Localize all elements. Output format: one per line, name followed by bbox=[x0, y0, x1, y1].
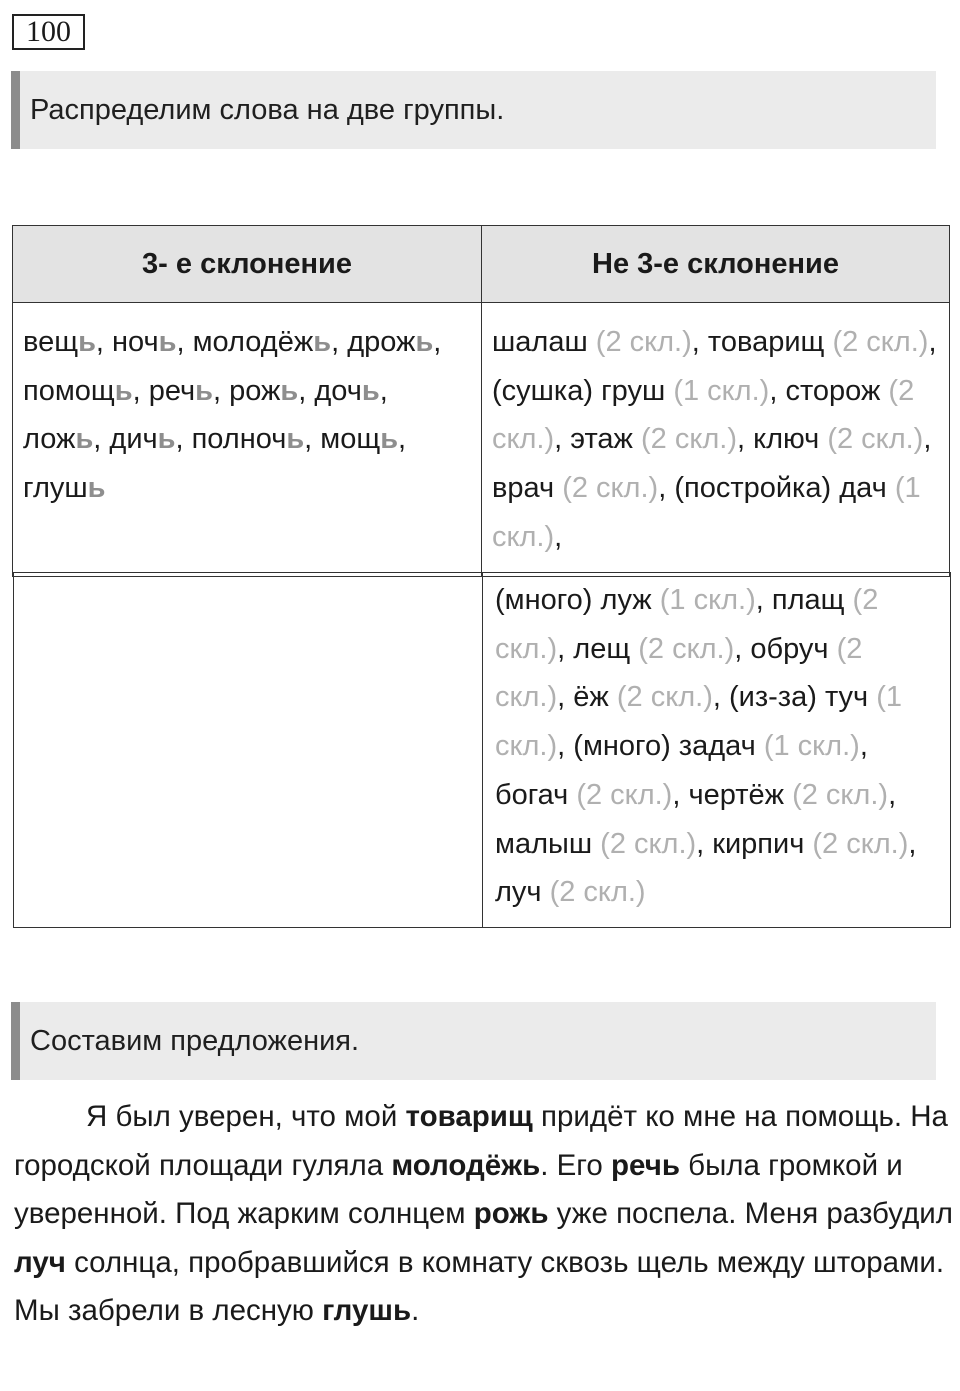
word: кирпич bbox=[712, 827, 805, 860]
soft-sign-ending: ь bbox=[114, 374, 133, 407]
task-number: 100 bbox=[12, 14, 85, 50]
word: ключ bbox=[753, 423, 820, 456]
table-row bbox=[14, 573, 951, 928]
sentence-text: солнца, пробравшийся в комнату сквозь щель между шторами. Мы забрели в лесную bbox=[14, 1245, 945, 1328]
word: (из-за) туч bbox=[729, 681, 869, 714]
sentence-text: уже поспела. Меня разбудил bbox=[548, 1197, 953, 1231]
key-word: рожь bbox=[473, 1197, 549, 1231]
declension-note: (2 скл.) bbox=[495, 584, 879, 665]
soft-sign-ending: ь bbox=[361, 374, 380, 407]
third-declension-cell bbox=[13, 303, 482, 577]
not-third-declension-cell bbox=[482, 303, 950, 577]
soft-sign-ending: ь bbox=[280, 374, 299, 407]
word: обруч bbox=[750, 632, 829, 665]
declension-note: (1 скл.) bbox=[659, 584, 756, 616]
declension-note: (2 скл.) bbox=[492, 374, 915, 456]
key-word: луч bbox=[14, 1245, 66, 1279]
word: богач bbox=[495, 778, 569, 811]
declension-note: (2 скл.) bbox=[600, 827, 697, 860]
third-declension-word-list: вещь, ночь, молодёжь, дрожь, помощь, речь, рожь, дочь, ложь, дичь, полночь, мощь, глушь bbox=[23, 326, 442, 505]
key-word: глушь bbox=[322, 1294, 412, 1328]
sentences-paragraph bbox=[14, 1093, 954, 1336]
declension-note: (2 скл.) bbox=[616, 681, 713, 714]
word: этаж bbox=[570, 423, 633, 456]
key-word: товарищ bbox=[405, 1100, 533, 1133]
declension-note: (2 скл.) bbox=[832, 326, 929, 358]
word: малыш bbox=[495, 827, 593, 860]
declension-note: (2 скл.) bbox=[827, 423, 924, 456]
word: врач bbox=[492, 472, 555, 505]
word: плащ bbox=[771, 584, 845, 616]
instruction-banner-groups: Распределим слова на две группы. bbox=[11, 71, 936, 149]
soft-sign-ending: ь bbox=[87, 472, 106, 505]
sentence-text: придёт ко мне на помощь. На городской площади гуляла bbox=[14, 1100, 948, 1182]
word-stem: помощ bbox=[23, 374, 115, 407]
word-stem: дич bbox=[109, 423, 158, 456]
word: (много) задач bbox=[573, 730, 756, 763]
not-third-declension-word-list-continued: (много) луж (1 скл.), плащ (2 скл.), лещ (2 скл.), обруч (2 скл.), ёж (2 скл.), (из-за) туч (1 скл.), (много) задач (1 скл.), богач (2 скл.), чертёж (2 скл.), малыш (2 скл.), кирпич (2 скл.), луч (2 скл.) bbox=[495, 584, 917, 909]
soft-sign-ending: ь bbox=[78, 326, 96, 358]
declension-note: (1 скл.) bbox=[492, 472, 921, 553]
table-header-row bbox=[13, 226, 950, 303]
word-stem: молодёж bbox=[192, 326, 314, 358]
sentence-text: . Его bbox=[540, 1148, 612, 1182]
declension-table-continued bbox=[13, 572, 951, 928]
word-stem: дрож bbox=[347, 326, 416, 358]
sentence-text: Я был уверен, что мой bbox=[86, 1100, 406, 1133]
soft-sign-ending: ь bbox=[313, 326, 332, 358]
word: (постройка) дач bbox=[674, 472, 887, 505]
word-stem: глуш bbox=[23, 472, 88, 505]
word-stem: реч bbox=[148, 374, 196, 407]
key-word: речь bbox=[611, 1148, 680, 1182]
word-stem: мощ bbox=[320, 423, 381, 456]
word-stem: вещ bbox=[23, 326, 79, 358]
declension-note: (2 скл.) bbox=[576, 778, 673, 811]
declension-note: (2 скл.) bbox=[638, 632, 735, 665]
declension-note: (2 скл.) bbox=[549, 876, 646, 909]
word: ёж bbox=[573, 681, 609, 714]
word-stem: полноч bbox=[191, 423, 287, 456]
word-stem: рож bbox=[229, 374, 281, 407]
table-row bbox=[13, 303, 950, 577]
sentence-text: . bbox=[411, 1294, 420, 1328]
key-word: молодёжь bbox=[391, 1148, 541, 1182]
soft-sign-ending: ь bbox=[158, 326, 177, 358]
sentence-text: была громкой и уверенной. Под жарким солнцем bbox=[14, 1148, 903, 1231]
not-third-declension-word-list: шалаш (2 скл.), товарищ (2 скл.), (сушка) груш (1 скл.), сторож (2 скл.), этаж (2 скл.), ключ (2 скл.), врач (2 скл.), (постройка) дач (1 скл.), bbox=[492, 326, 937, 553]
header-not-third-declension: Не 3-е склонение bbox=[482, 226, 950, 303]
not-third-declension-cell-continued bbox=[483, 573, 951, 928]
word: сторож bbox=[785, 374, 881, 407]
word: (сушка) груш bbox=[492, 374, 666, 407]
word-stem: доч bbox=[314, 374, 362, 407]
soft-sign-ending: ь bbox=[286, 423, 305, 456]
declension-note: (2 скл.) bbox=[641, 423, 737, 456]
word-stem: ноч bbox=[112, 326, 159, 358]
declension-note: (2 скл.) bbox=[495, 632, 863, 714]
declension-note: (1 скл.) bbox=[673, 374, 770, 407]
soft-sign-ending: ь bbox=[415, 326, 434, 358]
soft-sign-ending: ь bbox=[195, 374, 213, 407]
declension-note: (1 скл.) bbox=[495, 681, 903, 763]
header-third-declension: 3- е склонение bbox=[13, 226, 482, 303]
soft-sign-ending: ь bbox=[380, 423, 399, 456]
word: товарищ bbox=[707, 326, 825, 358]
declension-note: (2 скл.) bbox=[812, 827, 909, 860]
word: шалаш bbox=[492, 326, 588, 358]
declension-table bbox=[12, 225, 950, 577]
empty-third-declension-cell bbox=[14, 573, 483, 928]
word: чертёж bbox=[688, 778, 785, 811]
word: (много) луж bbox=[495, 584, 652, 616]
word: лещ bbox=[573, 632, 631, 665]
soft-sign-ending: ь bbox=[75, 423, 94, 456]
soft-sign-ending: ь bbox=[157, 423, 176, 456]
declension-note: (1 скл.) bbox=[763, 730, 860, 763]
word: луч bbox=[495, 876, 542, 909]
declension-note: (2 скл.) bbox=[792, 778, 889, 811]
word-stem: лож bbox=[23, 423, 76, 456]
declension-note: (2 скл.) bbox=[595, 326, 692, 358]
declension-note: (2 скл.) bbox=[562, 472, 659, 505]
instruction-banner-sentences: Составим предложения. bbox=[11, 1002, 936, 1080]
